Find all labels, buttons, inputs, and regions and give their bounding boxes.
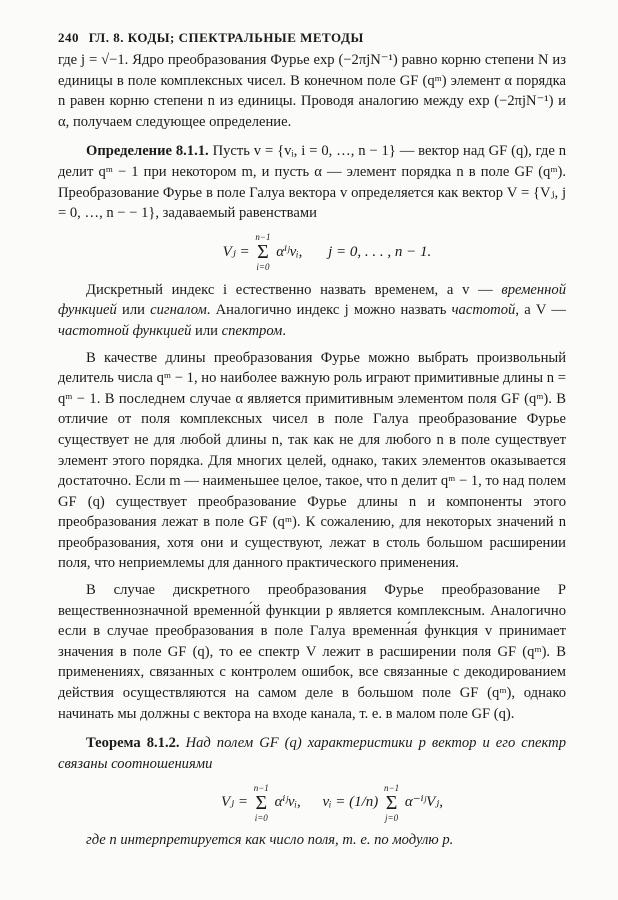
term-spectrum: спектром (221, 322, 283, 339)
theorem (58, 733, 566, 774)
inverse-formula (58, 774, 566, 830)
formula-body: αⁱʲvᵢ, (274, 794, 301, 811)
running-header (58, 30, 566, 50)
paragraph-intro: где j = √−1. Ядро преобразования Фурье exp (−2πjN⁻¹) равно корню степени N из единицы в поле комплексных чисел. В конечном поле GF (qᵐ) элемент α порядка n равен корню степени n из единицы. Проводя аналогию между exp (−2πjN⁻¹) и α, получаем следующее определение. (58, 52, 566, 130)
formula-inverse-lhs: vᵢ = (1/n) (322, 794, 383, 811)
text-run: . (282, 322, 287, 339)
formula-range: j = 0, . . . , n − 1. (328, 243, 432, 260)
sum-operator (384, 783, 399, 823)
sum-operator (254, 783, 269, 823)
fourier-formula (58, 224, 566, 280)
page-number: 240 (58, 30, 79, 45)
theorem-text: Над полем GF (q) характеристики p вектор и его спектр связаны соотношениями (58, 735, 567, 772)
term-time-function: временной функцией (58, 281, 566, 319)
sum-upper-limit: n−1 (384, 782, 400, 793)
formula-lhs: Vⱼ = (220, 794, 252, 811)
text-run: или (191, 322, 222, 339)
term-frequency-function: частотной функцией (58, 322, 192, 339)
sum-lower-limit: i=0 (256, 262, 270, 273)
formula-body: α⁻ⁱʲVⱼ, (404, 794, 443, 811)
formula-lhs: Vⱼ = (222, 243, 254, 260)
sigma-symbol: Σ (257, 241, 269, 264)
definition (58, 141, 566, 223)
sigma-symbol: Σ (385, 791, 398, 814)
page (58, 30, 566, 851)
sigma-symbol: Σ (255, 791, 268, 814)
text-run: , а V — (515, 302, 566, 319)
theorem-label: Теорема 8.1.2. (86, 735, 180, 752)
term-frequency: частотой (451, 302, 516, 319)
sum-upper-limit: n−1 (253, 782, 269, 793)
formula-body: αⁱʲvᵢ, (276, 243, 303, 260)
definition-label: Определение 8.1.1. (86, 143, 209, 160)
sum-upper-limit: n−1 (255, 232, 271, 243)
term-signal: сигналом (150, 302, 207, 319)
paragraph-time-frequency (58, 280, 566, 342)
text-run: Дискретный индекс i естественно назвать временем, а v — (86, 281, 502, 298)
sum-lower-limit: j=0 (385, 812, 399, 823)
paragraph-transform-length: В качестве длины преобразования Фурье можно выбрать произвольный делитель числа qᵐ − 1, но наиболее важную роль играют примитивные длины n = qᵐ − 1. В последнем случае α является примитивным элементом поля GF (qᵐ). В отличие от поля комплексных чисел в поле Галуа преобразование Фурье существует не для любой длины n, так как не для любого n в поле существует элемент этого порядка. Для многих целей, однако, таких элементов оказывается достаточно. Если m — наименьшее целое, такое, что n делит qᵐ − 1, то над полем GF (q) существует преобразование Фурье длины n и компоненты этого преобразования лежат в поле GF (qᵐ). К сожалению, для некоторых значений n преобразования, хотя они и существуют, лежат в столь большом расширении поля, что неприемлемы для данного практического применения. (58, 349, 566, 572)
sum-operator (255, 232, 270, 272)
closing-line: где n интерпретируется как число поля, т. е. по модулю p. (86, 832, 454, 849)
text-run: . Аналогично индекс j можно назвать (206, 302, 452, 319)
sum-lower-limit: i=0 (254, 812, 268, 823)
paragraph-discrete-case: В случае дискретного преобразования Фурье преобразование P вещественнозначной временно́й функции p является комплексным. Аналогично если в случае преобразования в поле Галуа временна́я функция v принимает значения в поле GF (q), то ее спектр V лежит в расширении поля GF (qᵐ). В применениях, связанных с контролем ошибок, все связанные с декодированием действия осуществляются на самом деле в большом поле GF (qᵐ), однако начинать мы должны с вектора на входе канала, т. е. в малом поле GF (q). (58, 582, 566, 722)
definition-text: Пусть v = {vᵢ, i = 0, …, n − 1} — вектор над GF (q), где n делит qᵐ − 1 при некотором m, и пусть α — элемент порядка n в поле GF (qᵐ). Преобразование Фурье в поле Галуа вектора v определяется как вектор V = {Vⱼ, j = 0, …, n − − 1}, задаваемый равенствами (58, 143, 567, 222)
text-run: или (116, 302, 151, 319)
chapter-title: ГЛ. 8. КОДЫ; СПЕКТРАЛЬНЫЕ МЕТОДЫ (88, 30, 364, 45)
